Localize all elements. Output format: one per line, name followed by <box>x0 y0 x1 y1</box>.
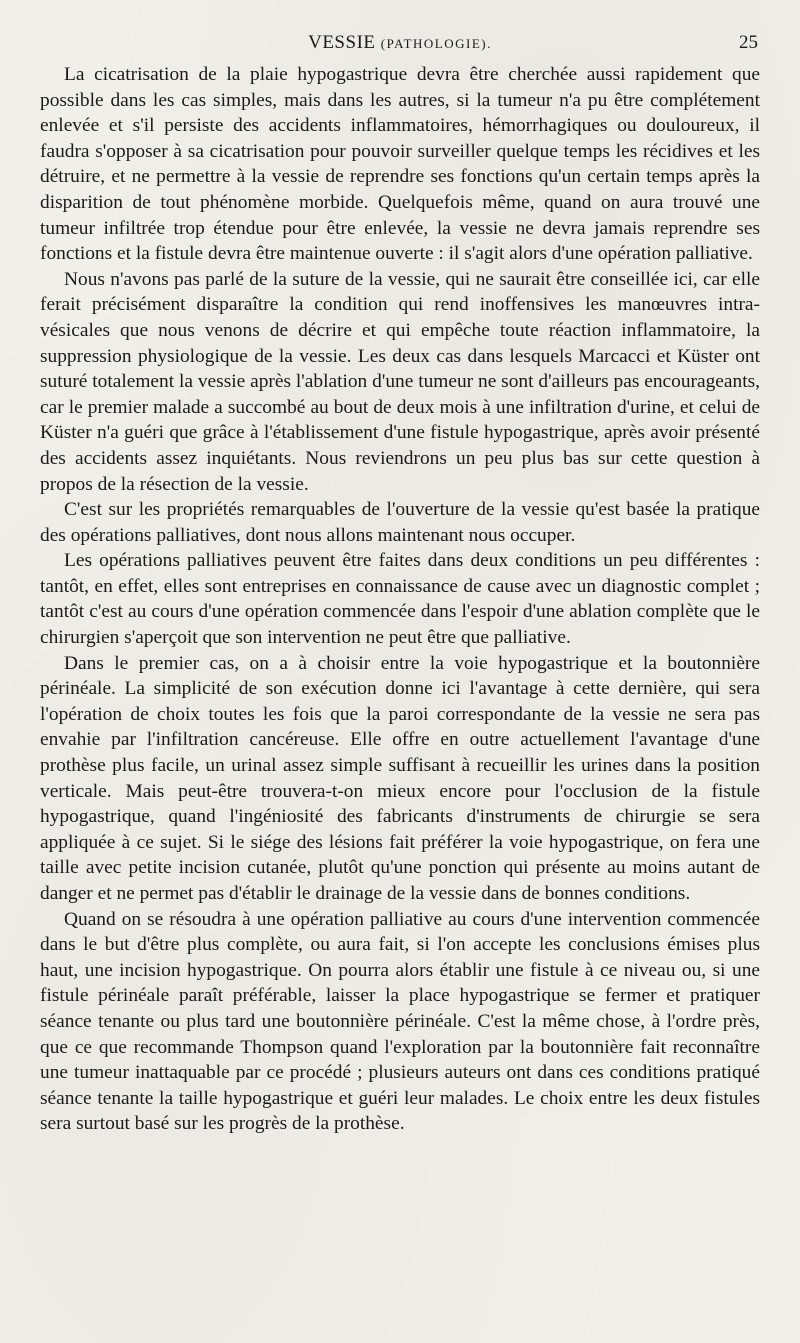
page-number: 25 <box>739 32 758 53</box>
running-head-title: VESSIE <box>308 32 376 53</box>
paragraph: Dans le premier cas, on a à choisir entre la voie hypogastrique et la boutonnière périnéale. La simplicité de son exécution donne ici l'avantage à cette dernière, qui sera l'opération de choix toutes les fois que la paroi correspondante de la vessie ne sera pas envahie par l'infiltration cancéreuse. Elle offre en outre actuellement l'avantage d'une prothèse plus facile, un urinal assez simple suffisant à recueillir les urines dans la position verticale. Mais peut-être trouvera-t-on mieux encore pour l'occlusion de la fistule hypogastrique, quand l'ingéniosité des fabricants d'instruments de chirurgie se sera appliquée à ce sujet. Si le siége des lésions fait préférer la voie hypogastrique, on fera une taille avec petite incision cutanée, plutôt qu'une ponction qui présente au moins autant de danger et ne permet pas d'établir le drainage de la vessie dans de bonnes conditions. <box>40 652 760 904</box>
paragraph: Nous n'avons pas parlé de la suture de la vessie, qui ne saurait être conseillée ici, car elle ferait précisément disparaître la condition qui rend inoffensives les manœuvres intra-vésicales que nous venons de décrire et qui empêche toute réaction inflammatoire, la suppression physiologique de la vessie. Les deux cas dans lesquels Marcacci et Küster ont suturé totalement la vessie après l'ablation d'une tumeur ne sont d'ailleurs pas encourageants, car le premier malade a succombé au bout de deux mois à une infiltration d'urine, et celui de Küster n'a guéri que grâce à l'établissement d'une fistule hypogastrique, après avoir présenté des accidents assez inquiétants. Nous reviendrons un peu plus bas sur cette question à propos de la résection de la vessie. <box>40 268 760 495</box>
body-text <box>40 62 760 1137</box>
running-head-subtitle: (PATHOLOGIE). <box>380 36 492 51</box>
page-header <box>40 28 760 56</box>
running-head <box>40 32 760 54</box>
paragraph: Quand on se résoudra à une opération palliative au cours d'une intervention commencée dans le but d'être plus complète, ou aura fait, si l'on accepte les conclusions émises plus haut, une incision hypogastrique. On pourra alors établir une fistule à ce niveau ou, si une fistule périnéale paraît préférable, laisser la place hypogastrique se fermer et pratiquer séance tenante ou plus tard une boutonnière périnéale. C'est la même chose, à l'ordre près, que ce que recommande Thompson quand l'exploration par la boutonnière fait reconnaître une tumeur inattaquable par ce procédé ; plusieurs auteurs ont dans ces conditions pratiqué séance tenante la taille hypogastrique et guéri leur malades. Le choix entre les deux fistules sera surtout basé sur les progrès de la prothèse. <box>40 908 760 1135</box>
paragraph: C'est sur les propriétés remarquables de l'ouverture de la vessie qu'est basée la pratique des opérations palliatives, dont nous allons maintenant nous occuper. <box>40 499 760 546</box>
paragraph: Les opérations palliatives peuvent être faites dans deux conditions un peu différentes : tantôt, en effet, elles sont entreprises en connaissance de cause avec un diagnostic complet ; tantôt c'est au cours d'une opération commencée dans l'espoir d'une ablation complète que le chirurgien s'aperçoit que son intervention ne peut être que palliative. <box>40 550 760 649</box>
paragraph: La cicatrisation de la plaie hypogastrique devra être cherchée aussi rapidement que possible dans les cas simples, mais dans les autres, si la tumeur n'a pu être complétement enlevée et s'il persiste des accidents inflammatoires, hémorrhagiques ou douloureux, il faudra s'opposer à sa cicatrisation pour pouvoir surveiller quelque temps les récidives et les détruire, et ne permettre à la vessie de reprendre ses fonctions qu'un certain temps après la disparition de tout phénomène morbide. Quelquefois même, quand on aura trouvé une tumeur infiltrée trop étendue pour être enlevée, la vessie ne devra jamais reprendre ses fonctions et la fistule devra être maintenue ouverte : il s'agit alors d'une opération palliative. <box>40 64 760 265</box>
